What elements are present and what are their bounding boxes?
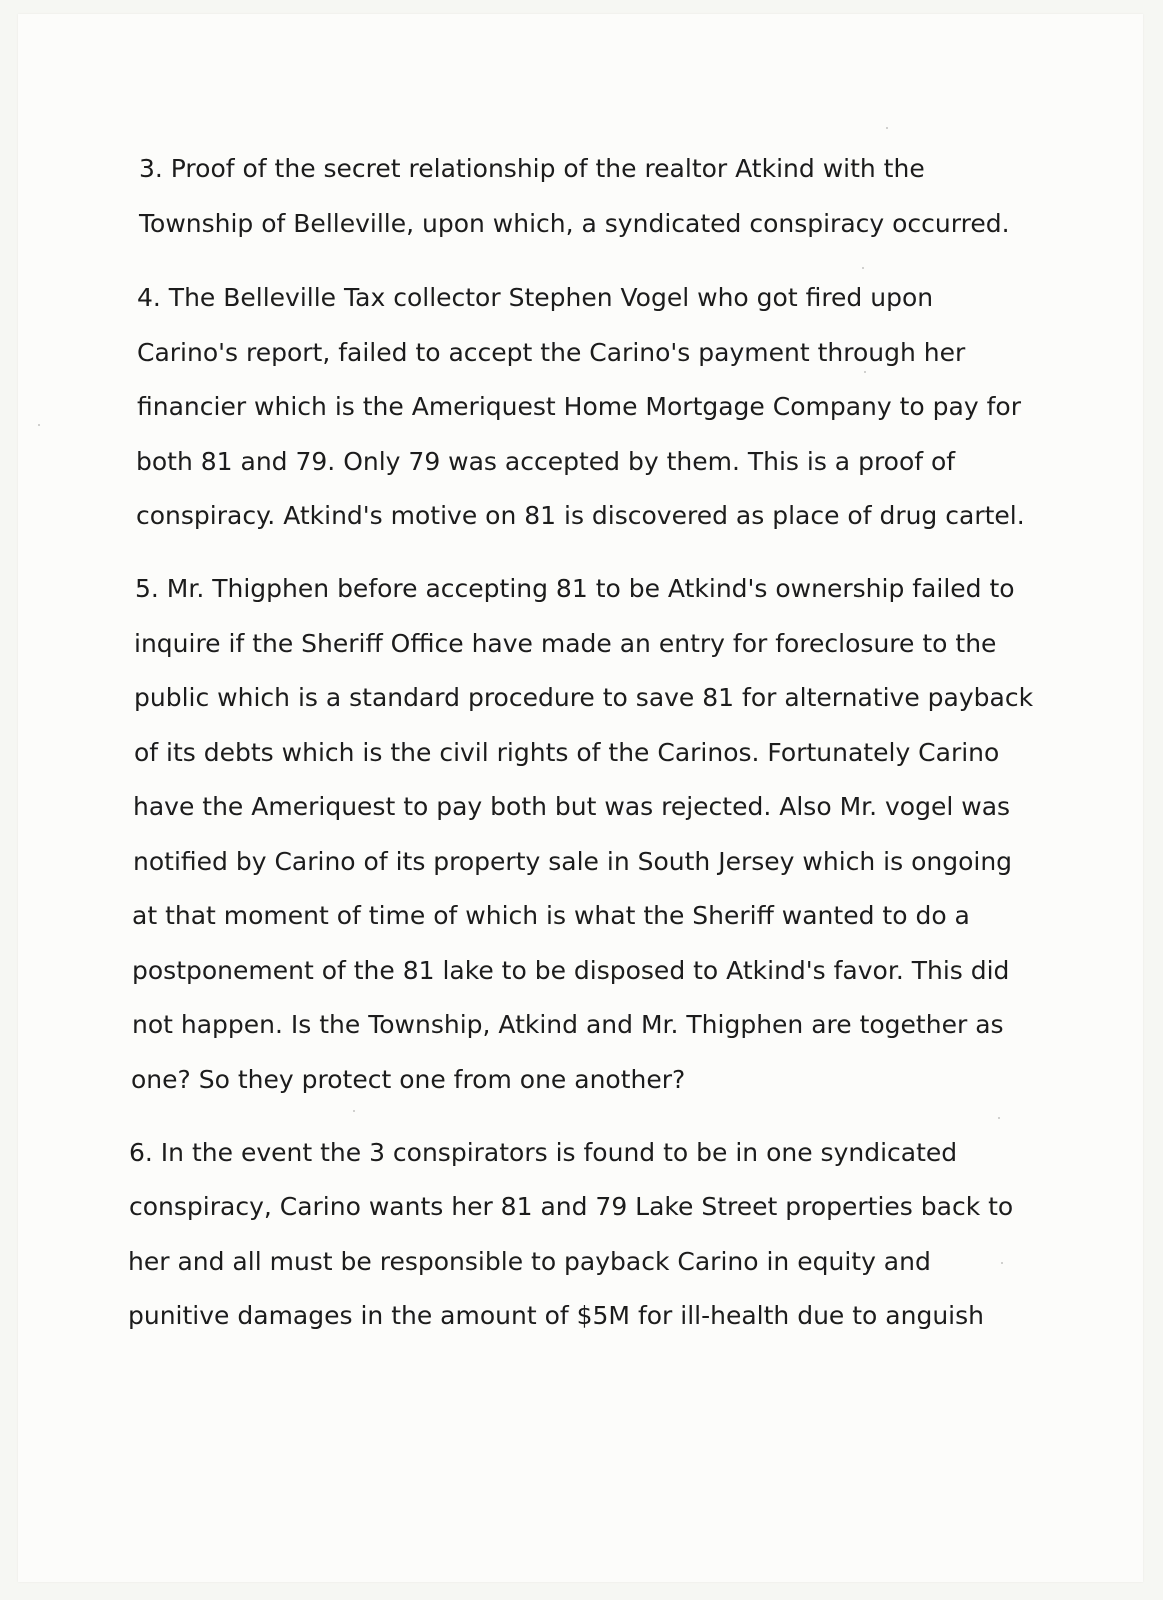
text-line: 3. Proof of the secret relationship of the realtor Atkind with the xyxy=(139,154,925,183)
scan-speck xyxy=(862,267,864,269)
text-line: one? So they protect one from one another? xyxy=(131,1065,686,1094)
text-line: postponement of the 81 lake to be disposed to Atkind's favor. This did xyxy=(132,956,1010,985)
scan-speck xyxy=(353,1110,355,1112)
text-line: notified by Carino of its property sale in South Jersey which is ongoing xyxy=(133,847,1013,876)
scan-speck xyxy=(886,127,888,129)
text-line: have the Ameriquest to pay both but was rejected. Also Mr. vogel was xyxy=(133,792,1011,821)
paper-sheet xyxy=(18,14,1143,1582)
text-line: inquire if the Sheriff Office have made an entry for foreclosure to the xyxy=(134,629,997,658)
text-line: Township of Belleville, upon which, a syndicated conspiracy occurred. xyxy=(139,209,1010,238)
text-line: 4. The Belleville Tax collector Stephen Vogel who got fired upon xyxy=(137,283,934,312)
text-line: both 81 and 79. Only 79 was accepted by them. This is a proof of xyxy=(136,447,956,476)
text-line: public which is a standard procedure to save 81 for alternative payback xyxy=(134,683,1034,712)
text-line: 6. In the event the 3 conspirators is found to be in one syndicated xyxy=(129,1138,958,1167)
text-line: at that moment of time of which is what the Sheriff wanted to do a xyxy=(132,901,970,930)
text-line: her and all must be responsible to payback Carino in equity and xyxy=(128,1247,931,1276)
scan-speck xyxy=(38,424,40,426)
text-line: punitive damages in the amount of $5M for ill-health due to anguish xyxy=(128,1301,984,1330)
text-line: of its debts which is the civil rights of the Carinos. Fortunately Carino xyxy=(134,738,1000,767)
text-line: financier which is the Ameriquest Home Mortgage Company to pay for xyxy=(137,392,1021,421)
text-line: conspiracy. Atkind's motive on 81 is discovered as place of drug cartel. xyxy=(136,501,1025,530)
text-line: 5. Mr. Thigphen before accepting 81 to be Atkind's ownership failed to xyxy=(135,574,1015,603)
scan-speck xyxy=(864,371,866,373)
scan-speck xyxy=(1001,1262,1003,1264)
text-line: not happen. Is the Township, Atkind and Mr. Thigphen are together as xyxy=(132,1010,1004,1039)
scan-speck xyxy=(998,1117,1000,1119)
text-line: conspiracy, Carino wants her 81 and 79 Lake Street properties back to xyxy=(129,1192,1014,1221)
text-line: Carino's report, failed to accept the Carino's payment through her xyxy=(137,338,966,367)
